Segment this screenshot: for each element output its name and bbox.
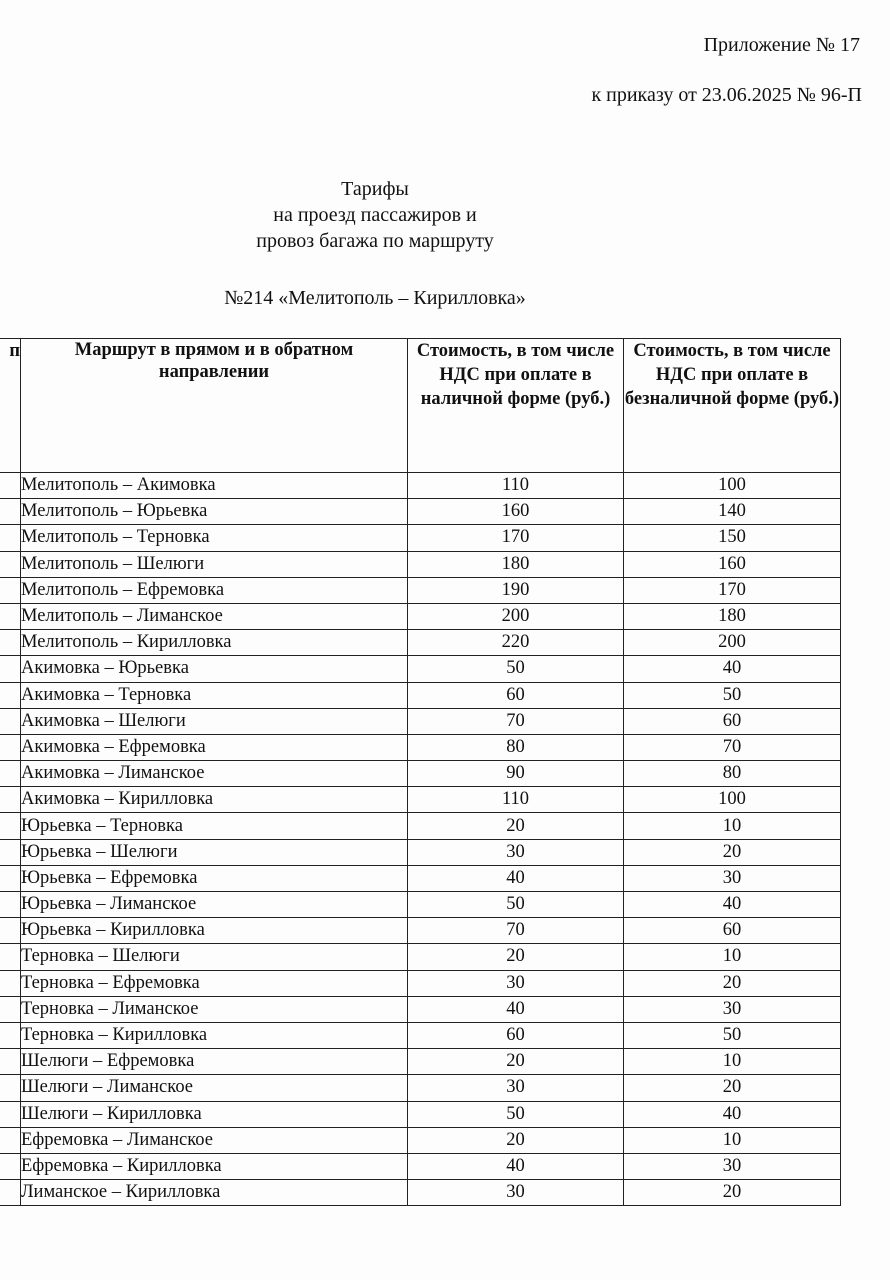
route-cell: Юрьевка – Кирилловка (21, 918, 408, 944)
cash-price-cell: 70 (408, 918, 624, 944)
table-row (0, 603, 841, 629)
row-number-cell (0, 761, 21, 787)
cashless-price-cell: 150 (624, 525, 841, 551)
cash-price-cell: 170 (408, 525, 624, 551)
cashless-price-cell: 10 (624, 1049, 841, 1075)
cash-price-cell: 200 (408, 603, 624, 629)
cashless-price-cell: 170 (624, 577, 841, 603)
table-row (0, 499, 841, 525)
cash-price-cell: 220 (408, 630, 624, 656)
row-number-cell (0, 970, 21, 996)
appendix-number: Приложение № 17 (703, 34, 860, 56)
route-title: №214 «Мелитополь – Кирилловка» (224, 287, 526, 309)
cash-price-cell: 50 (408, 656, 624, 682)
table-body (0, 473, 841, 1206)
row-number-cell (0, 892, 21, 918)
cash-price-cell: 60 (408, 1022, 624, 1048)
row-number-cell (0, 473, 21, 499)
cashless-price-cell: 30 (624, 865, 841, 891)
row-number-cell (0, 682, 21, 708)
row-number-cell (0, 1153, 21, 1179)
cash-price-cell: 20 (408, 1127, 624, 1153)
row-number-cell (0, 839, 21, 865)
row-number-cell (0, 499, 21, 525)
cashless-price-cell: 50 (624, 682, 841, 708)
row-number-cell (0, 918, 21, 944)
row-number-cell (0, 865, 21, 891)
cash-price-cell: 190 (408, 577, 624, 603)
cashless-price-cell: 10 (624, 813, 841, 839)
table-row (0, 787, 841, 813)
column-header-cashless-price: Стоимость, в том числе НДС при оплате в безналичной форме (руб.) (624, 339, 841, 473)
cashless-price-cell: 40 (624, 656, 841, 682)
route-cell: Акимовка – Кирилловка (21, 787, 408, 813)
cash-price-cell: 80 (408, 734, 624, 760)
route-cell: Терновка – Шелюги (21, 944, 408, 970)
table-row (0, 970, 841, 996)
cashless-price-cell: 160 (624, 551, 841, 577)
cashless-price-cell: 200 (624, 630, 841, 656)
route-cell: Юрьевка – Лиманское (21, 892, 408, 918)
route-cell: Акимовка – Шелюги (21, 708, 408, 734)
table-row (0, 1075, 841, 1101)
route-cell: Мелитополь – Акимовка (21, 473, 408, 499)
route-cell: Мелитополь – Терновка (21, 525, 408, 551)
row-number-cell (0, 944, 21, 970)
row-number-cell (0, 1075, 21, 1101)
route-cell: Терновка – Кирилловка (21, 1022, 408, 1048)
table-header-row (0, 339, 841, 473)
cashless-price-cell: 100 (624, 473, 841, 499)
route-cell: Шелюги – Лиманское (21, 1075, 408, 1101)
row-number-cell (0, 551, 21, 577)
row-number-cell (0, 813, 21, 839)
table-row (0, 551, 841, 577)
cash-price-cell: 110 (408, 787, 624, 813)
row-number-cell (0, 1049, 21, 1075)
cash-price-cell: 50 (408, 892, 624, 918)
row-number-cell (0, 708, 21, 734)
cashless-price-cell: 10 (624, 1127, 841, 1153)
table-row (0, 813, 841, 839)
table-row (0, 1127, 841, 1153)
route-cell: Акимовка – Лиманское (21, 761, 408, 787)
cash-price-cell: 20 (408, 1049, 624, 1075)
table-row (0, 761, 841, 787)
table-row (0, 996, 841, 1022)
cash-price-cell: 180 (408, 551, 624, 577)
cashless-price-cell: 40 (624, 892, 841, 918)
cashless-price-cell: 50 (624, 1022, 841, 1048)
route-cell: Акимовка – Терновка (21, 682, 408, 708)
route-cell: Лиманское – Кирилловка (21, 1180, 408, 1206)
cashless-price-cell: 30 (624, 996, 841, 1022)
cash-price-cell: 40 (408, 996, 624, 1022)
row-number-cell (0, 577, 21, 603)
route-cell: Юрьевка – Шелюги (21, 839, 408, 865)
route-cell: Акимовка – Ефремовка (21, 734, 408, 760)
cashless-price-cell: 180 (624, 603, 841, 629)
document-title (180, 176, 570, 254)
route-cell: Мелитополь – Лиманское (21, 603, 408, 629)
column-header-cash-price: Стоимость, в том числе НДС при оплате в наличной форме (руб.) (408, 339, 624, 473)
table-row (0, 865, 841, 891)
table-row (0, 1049, 841, 1075)
row-number-cell (0, 1101, 21, 1127)
table-row (0, 656, 841, 682)
table-row (0, 734, 841, 760)
route-cell: Ефремовка – Лиманское (21, 1127, 408, 1153)
row-number-cell (0, 1127, 21, 1153)
tariffs-table (0, 338, 841, 1206)
cashless-price-cell: 60 (624, 918, 841, 944)
table-row (0, 682, 841, 708)
row-number-cell (0, 787, 21, 813)
row-number-cell (0, 996, 21, 1022)
table-row (0, 473, 841, 499)
cash-price-cell: 30 (408, 1180, 624, 1206)
route-cell: Шелюги – Ефремовка (21, 1049, 408, 1075)
cashless-price-cell: 100 (624, 787, 841, 813)
cashless-price-cell: 20 (624, 1180, 841, 1206)
route-cell: Терновка – Ефремовка (21, 970, 408, 996)
route-cell: Терновка – Лиманское (21, 996, 408, 1022)
route-cell: Шелюги – Кирилловка (21, 1101, 408, 1127)
table-row (0, 892, 841, 918)
cash-price-cell: 90 (408, 761, 624, 787)
cashless-price-cell: 140 (624, 499, 841, 525)
cash-price-cell: 60 (408, 682, 624, 708)
title-line-2: на проезд пассажиров и (273, 204, 477, 226)
route-cell: Мелитополь – Кирилловка (21, 630, 408, 656)
cash-price-cell: 50 (408, 1101, 624, 1127)
table-row (0, 525, 841, 551)
table-row (0, 630, 841, 656)
cash-price-cell: 70 (408, 708, 624, 734)
row-number-cell (0, 525, 21, 551)
cash-price-cell: 110 (408, 473, 624, 499)
row-number-cell (0, 1180, 21, 1206)
cashless-price-cell: 70 (624, 734, 841, 760)
cashless-price-cell: 20 (624, 970, 841, 996)
cashless-price-cell: 10 (624, 944, 841, 970)
route-cell: Мелитополь – Ефремовка (21, 577, 408, 603)
route-cell: Юрьевка – Терновка (21, 813, 408, 839)
table-row (0, 944, 841, 970)
route-cell: Ефремовка – Кирилловка (21, 1153, 408, 1179)
table-row (0, 1180, 841, 1206)
column-header-route: Маршрут в прямом и в обратном направлении (21, 339, 408, 473)
cashless-price-cell: 30 (624, 1153, 841, 1179)
cash-price-cell: 30 (408, 839, 624, 865)
order-reference: к приказу от 23.06.2025 № 96-П (591, 84, 862, 106)
table-row (0, 918, 841, 944)
row-number-cell (0, 656, 21, 682)
table-row (0, 577, 841, 603)
route-cell: Мелитополь – Юрьевка (21, 499, 408, 525)
title-line-3: провоз багажа по маршруту (256, 230, 494, 252)
cashless-price-cell: 20 (624, 839, 841, 865)
table-row (0, 1153, 841, 1179)
row-number-cell (0, 603, 21, 629)
cash-price-cell: 40 (408, 865, 624, 891)
column-header-number: п (0, 339, 21, 473)
row-number-cell (0, 1022, 21, 1048)
route-cell: Юрьевка – Ефремовка (21, 865, 408, 891)
cash-price-cell: 20 (408, 813, 624, 839)
row-number-cell (0, 630, 21, 656)
cash-price-cell: 40 (408, 1153, 624, 1179)
table-row (0, 1101, 841, 1127)
cash-price-cell: 160 (408, 499, 624, 525)
cash-price-cell: 20 (408, 944, 624, 970)
table-row (0, 839, 841, 865)
cashless-price-cell: 20 (624, 1075, 841, 1101)
table-row (0, 708, 841, 734)
row-number-cell (0, 734, 21, 760)
cashless-price-cell: 40 (624, 1101, 841, 1127)
cashless-price-cell: 60 (624, 708, 841, 734)
cash-price-cell: 30 (408, 1075, 624, 1101)
route-cell: Акимовка – Юрьевка (21, 656, 408, 682)
table-row (0, 1022, 841, 1048)
title-line-1: Тарифы (341, 178, 409, 200)
cash-price-cell: 30 (408, 970, 624, 996)
cashless-price-cell: 80 (624, 761, 841, 787)
route-cell: Мелитополь – Шелюги (21, 551, 408, 577)
